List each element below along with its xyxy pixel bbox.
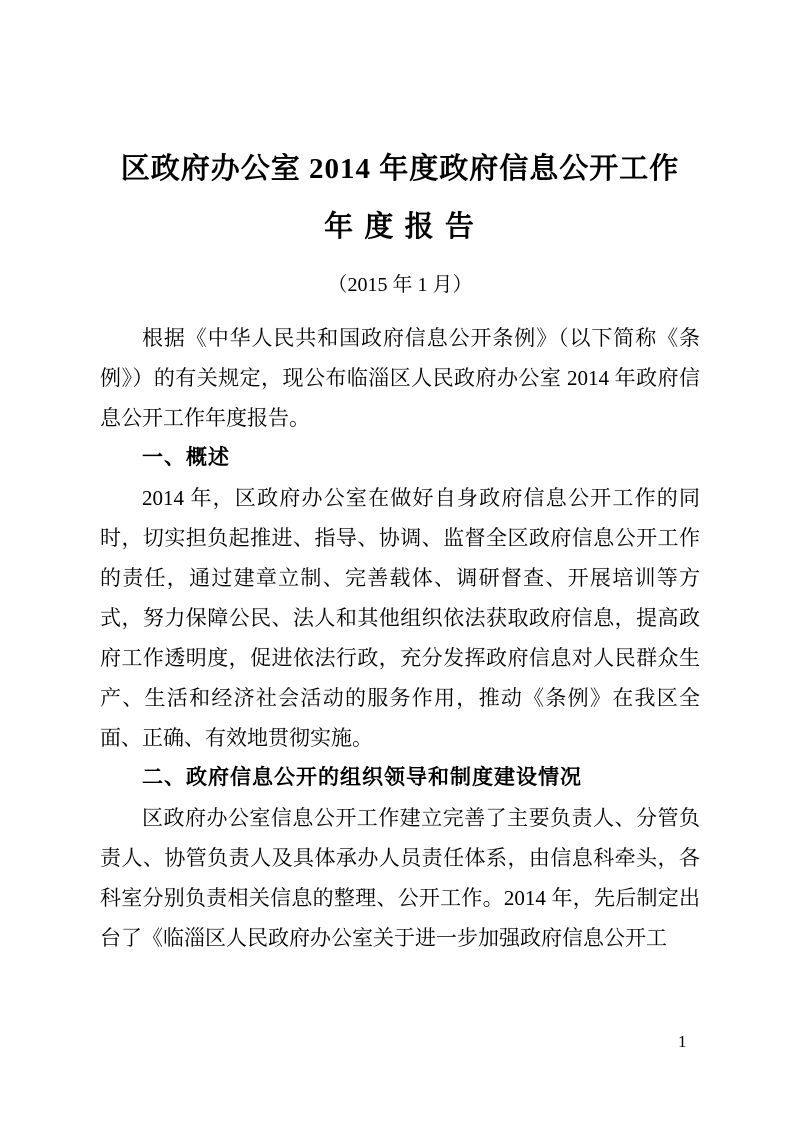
page-number: 1: [678, 1032, 687, 1051]
paragraph-intro: 根据《中华人民共和国政府信息公开条例》（以下简称《条例》）的有关规定，现公布临淄区人民政府办公室 2014 年政府信息公开工作年度报告。: [100, 326, 700, 430]
document-title-line1: 区政府办公室 2014 年度政府信息公开工作: [120, 153, 680, 185]
paragraph-overview: 2014 年，区政府办公室在做好自身政府信息公开工作的同时，切实担负起推进、指导、协调、监督全区政府信息公开工作的责任，通过建章立制、完善载体、调研督查、开展培训等方式，努力保障公民、法人和其他组织依法获取政府信息，提高政府工作透明度，促进依法行政，充分发挥政府信息对人民群众生产、生活和经济社会活动的服务作用，推动《条例》在我区全面、正确、有效地贯彻实施。: [100, 486, 700, 750]
paragraph-organization: 区政府办公室信息公开工作建立完善了主要负责人、分管负责人、协管负责人及具体承办人员责任体系，由信息科牵头，各科室分别负责相关信息的整理、公开工作。2014 年，先后制定出台了《临淄区人民政府办公室关于进一步加强政府信息公开工: [100, 806, 700, 950]
document-body: [100, 318, 700, 958]
document-date: （2015 年 1 月）: [327, 274, 473, 296]
section-heading-1: 一、概述: [142, 446, 230, 469]
document-title-line2: 年 度 报 告: [324, 211, 476, 243]
section-heading-2: 二、政府信息公开的组织领导和制度建设情况: [142, 766, 582, 789]
document-content: [100, 140, 700, 958]
